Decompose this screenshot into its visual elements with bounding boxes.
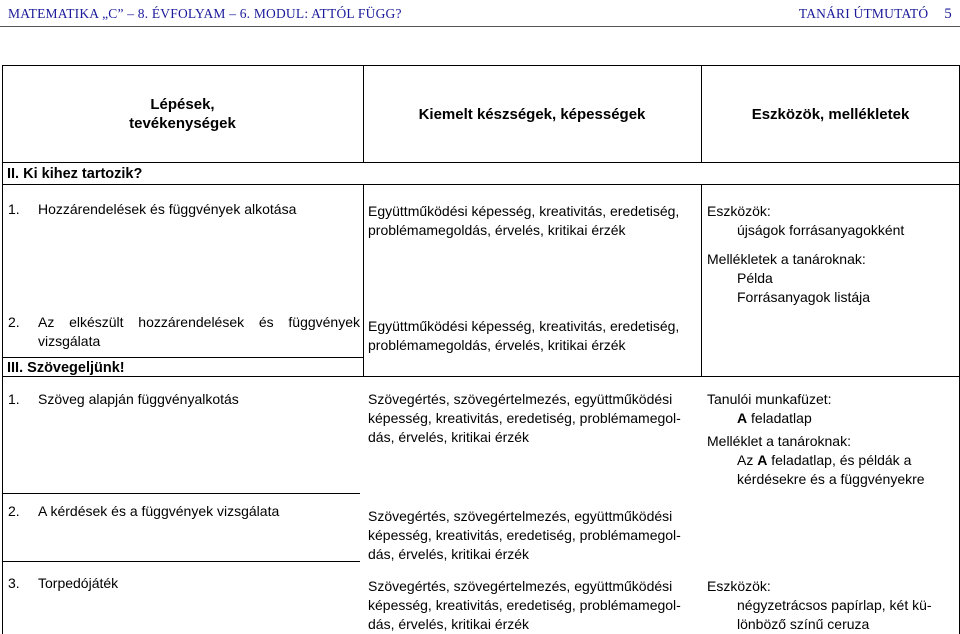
header-title: MATEMATIKA „C” – 8. ÉVFOLYAM – 6. MODUL: ATTÓL FÜGG? [8,6,402,21]
section-title: III. Szövegeljünk! [7,360,125,376]
section-3-top [2,357,363,358]
column-divider-1-body [363,184,364,376]
step-cell: 1. Szöveg alapján függvényalkotás [8,391,239,407]
column-header-steps: Lépések, tevékenységek [129,96,236,132]
header-right [799,6,952,23]
step-cell: 1. Hozzárendelések és függvények alkotása [8,201,297,217]
step-cell: 2. A kérdések és a függvények vizsgálata [8,503,280,519]
section-2-top [2,184,960,185]
header-rule [0,26,960,27]
tools-cell: Eszközök: négyzetrácsos papírlap, két kü- lönböző színű ceruza [707,578,932,632]
column-header-tools: Eszközök, mellékletek [751,105,910,123]
row-divider-a [2,493,360,494]
header-guide-label: TANÁRI ÚTMUTATÓ [798,6,929,21]
skills-cell: Szövegértés, szövegértelmezés, együttműködési képesség, kreativitás, eredetiség, problémamegol- dás, érvelés, kritikai érzék [368,391,681,445]
column-header-skills: Kiemelt készségek, képességek [418,105,646,123]
row-divider-b [2,561,360,562]
section-3-rows-top [2,376,960,377]
step-cell: 2. Az elkészült hozzárendelések és függvények vizsgálata [8,314,360,349]
skills-cell: Szövegértés, szövegértelmezés, együttműködési képesség, kreativitás, eredetiség, problémamegol- dás, érvelés, kritikai érzék [368,508,681,562]
tools-cell: Eszközök: újságok forrásanyagokként Mellékletek a tanároknak: Példa Forrásanyagok listája [707,203,905,305]
page-number: 5 [944,6,952,22]
section-title: II. Ki kihez tartozik? [7,166,143,182]
step-cell: 3. Torpedójáték [8,575,119,591]
tools-cell: Tanulói munkafüzet: A feladatlap Melléklet a tanároknak: Az A feladatlap, és példák a kérdésekre és a függvényekre [707,391,925,487]
skills-cell: Együttműködési képesség, kreativitás, eredetiség, problémamegoldás, érvelés, kritikai érzék [368,203,680,238]
skills-cell: Együttműködési képesség, kreativitás, eredetiség, problémamegoldás, érvelés, kritikai érzék [368,318,680,353]
skills-cell: Szövegértés, szövegértelmezés, együttműködési képesség, kreativitás, eredetiség, problémamegol- dás, érvelés, kritikai érzék [368,578,681,632]
running-header [0,0,960,28]
column-divider-2-body [701,184,702,376]
